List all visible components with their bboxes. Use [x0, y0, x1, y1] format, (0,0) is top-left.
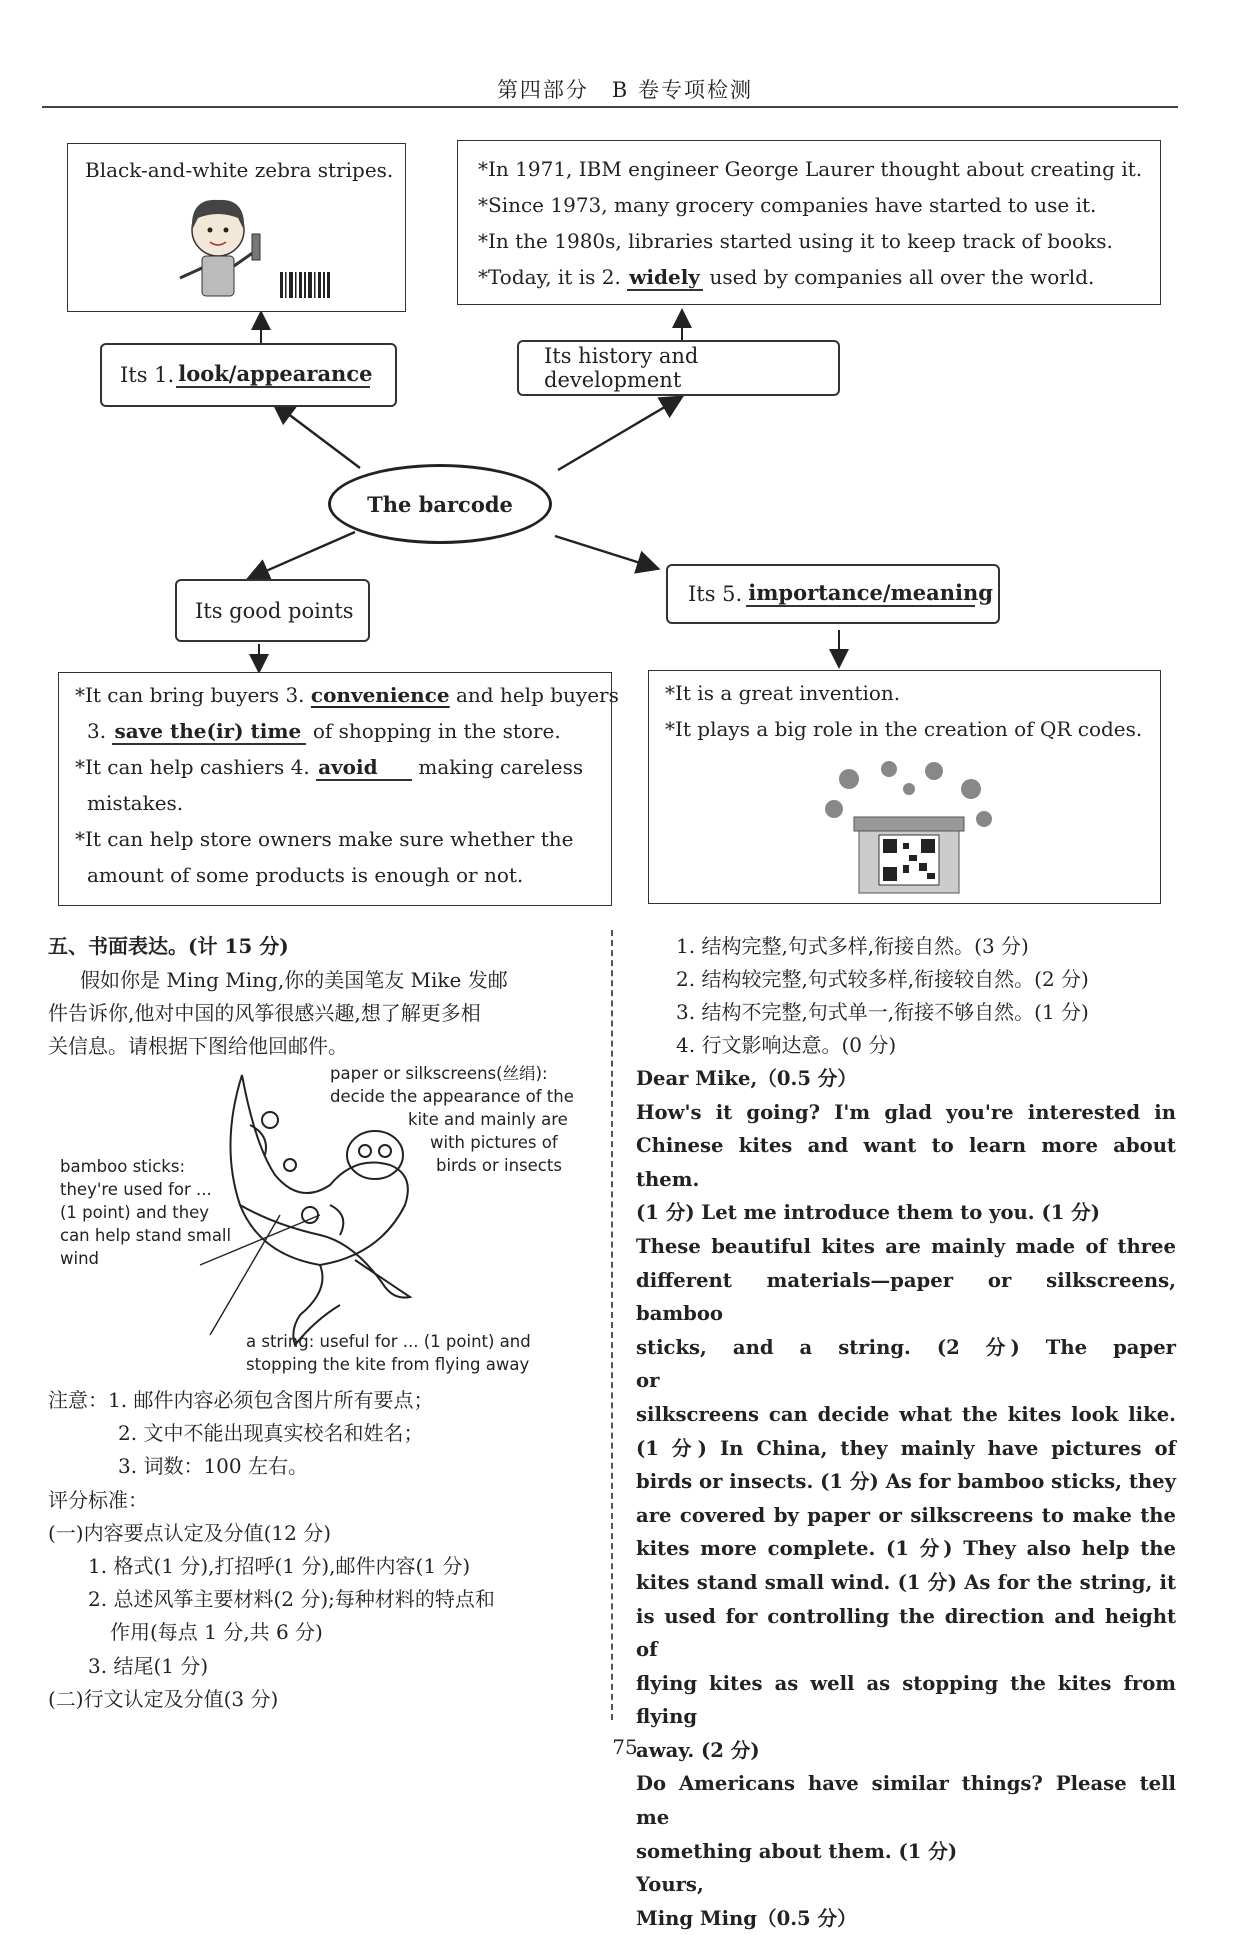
note-3: 3. 词数：100 左右。: [118, 1454, 308, 1478]
good-line-4: mistakes.: [87, 791, 184, 815]
scoring-5: 3. 结尾(1 分): [88, 1654, 209, 1678]
girl-with-barcode-illustration: [168, 190, 388, 310]
kite-label-paper: paper or silkscreens(丝绢): decide the appearance of the kite and mainly are with pictures of birds or insects: [330, 1064, 574, 1175]
importance-box: [648, 670, 1161, 904]
answer-5: importance/meaning: [748, 580, 993, 605]
scoring-title: 评分标准：: [48, 1488, 148, 1512]
good-points-box: [58, 672, 619, 906]
scoring-2: 1. 格式(1 分),打招呼(1 分),邮件内容(1 分): [88, 1554, 471, 1578]
answer-3: convenience: [310, 683, 450, 707]
scoring-3: 2. 总述风筝主要材料(2 分);每种材料的特点和: [88, 1587, 495, 1611]
scoring-6: (二)行文认定及分值(3 分): [48, 1687, 279, 1711]
page-number: 75: [612, 1735, 638, 1759]
history-box: [457, 140, 1161, 305]
answer-3b: save the(ir) time: [112, 719, 306, 745]
history-line-2: *Since 1973, many grocery companies have started to use it.: [478, 193, 1097, 217]
node-look: Its 1. look/appearance: [100, 343, 397, 407]
kite-label-string: a string: useful for ... (1 point) and stopping the kite from flying away: [246, 1332, 531, 1374]
right-scoring-3: 3. 结构不完整,句式单一,衔接不够自然。(1 分): [676, 1000, 1089, 1024]
kite-label-bamboo: bamboo sticks: they're used for ... (1 point) and they can help stand small wind: [60, 1157, 232, 1268]
writing-heading: 五、书面表达。(计 15 分): [48, 934, 289, 958]
node-history: Its history and development: [517, 340, 840, 396]
note-1: 注意：1. 邮件内容必须包含图片所有要点；: [48, 1388, 434, 1412]
good-line-1: *It can bring buyers 3. convenience and help buyers: [75, 683, 619, 707]
importance-line-1: *It is a great invention.: [665, 681, 901, 705]
letter-greeting: Dear Mike,（0.5 分）: [636, 1067, 857, 1090]
node-importance: Its 5. importance/meaning: [666, 564, 1000, 624]
letter-signature: Ming Ming（0.5 分）: [636, 1906, 857, 1930]
node-good-points: Its good points: [175, 579, 370, 642]
intro-line-3: 关信息。请根据下图给他回邮件。: [48, 1034, 348, 1058]
page-header: 第四部分 B 卷专项检测: [496, 78, 754, 102]
intro-line-2: 件告诉你,他对中国的风筝很感兴趣,想了解更多相: [48, 1001, 481, 1025]
scoring-1: (一)内容要点认定及分值(12 分): [48, 1521, 332, 1545]
answer-1: look/appearance: [178, 361, 373, 386]
right-scoring-2: 2. 结构较完整,句式较多样,衔接较自然。(2 分): [676, 967, 1089, 991]
look-text: Black-and-white zebra stripes.: [85, 158, 394, 182]
scoring-4: 作用(每点 1 分,共 6 分): [110, 1620, 323, 1644]
importance-line-2: *It plays a big role in the creation of QR codes.: [665, 717, 1143, 741]
history-line-3: *In the 1980s, libraries started using it to keep track of books.: [478, 229, 1113, 253]
history-line-1: *In 1971, IBM engineer George Laurer thought about creating it.: [478, 157, 1143, 181]
answer-4: avoid: [316, 755, 412, 781]
good-line-2: 3. save the(ir) time of shopping in the store.: [87, 719, 561, 743]
model-letter: Dear Mike,（0.5 分） How's it going? I'm glad you're interested in Chinese kites and want to learn more about them. (1 分) Let me introduce them to you. (1 分) These beautiful kites are mainly made of three different materials—paper or silkscreens, bamboo sticks, and a string. (2 分) The paper or silkscreens can decide what the kites look like. (1 分) In China, they mainly have pictures of birds or insects. (1 分) As for bamboo sticks, they are covered by paper or silkscreens to make the kites more complete. (1 分) They also help the kites stand small wind. (1 分) As for the string, it is used for controlling the direction and height of flying kites as well as stopping the kites from flying away. (2 分) Do Americans have similar things? Please tell me something about them. (1 分) Yours, Ming Ming（0.5 分）: [636, 1062, 1176, 1935]
good-line-6: amount of some products is enough or not.: [87, 863, 524, 887]
column-separator: [611, 930, 613, 1720]
letter-closing: Yours,: [636, 1873, 704, 1897]
intro-line-1: 假如你是 Ming Ming,你的美国笔友 Mike 发邮: [80, 968, 508, 992]
answer-2: widely: [627, 265, 703, 291]
history-line-4: *Today, it is 2. widely used by companies all over the world.: [478, 265, 1095, 289]
look-box: [67, 143, 406, 312]
right-scoring-1: 1. 结构完整,句式多样,衔接自然。(3 分): [676, 934, 1029, 958]
good-line-3: *It can help cashiers 4. avoid making careless: [75, 755, 584, 779]
good-line-5: *It can help store owners make sure whether the: [75, 827, 574, 851]
center-node: The barcode: [328, 464, 552, 544]
qr-code-illustration: [809, 759, 1009, 899]
right-scoring-4: 4. 行文影响达意。(0 分): [676, 1033, 897, 1057]
note-2: 2. 文中不能出现真实校名和姓名；: [118, 1421, 424, 1445]
